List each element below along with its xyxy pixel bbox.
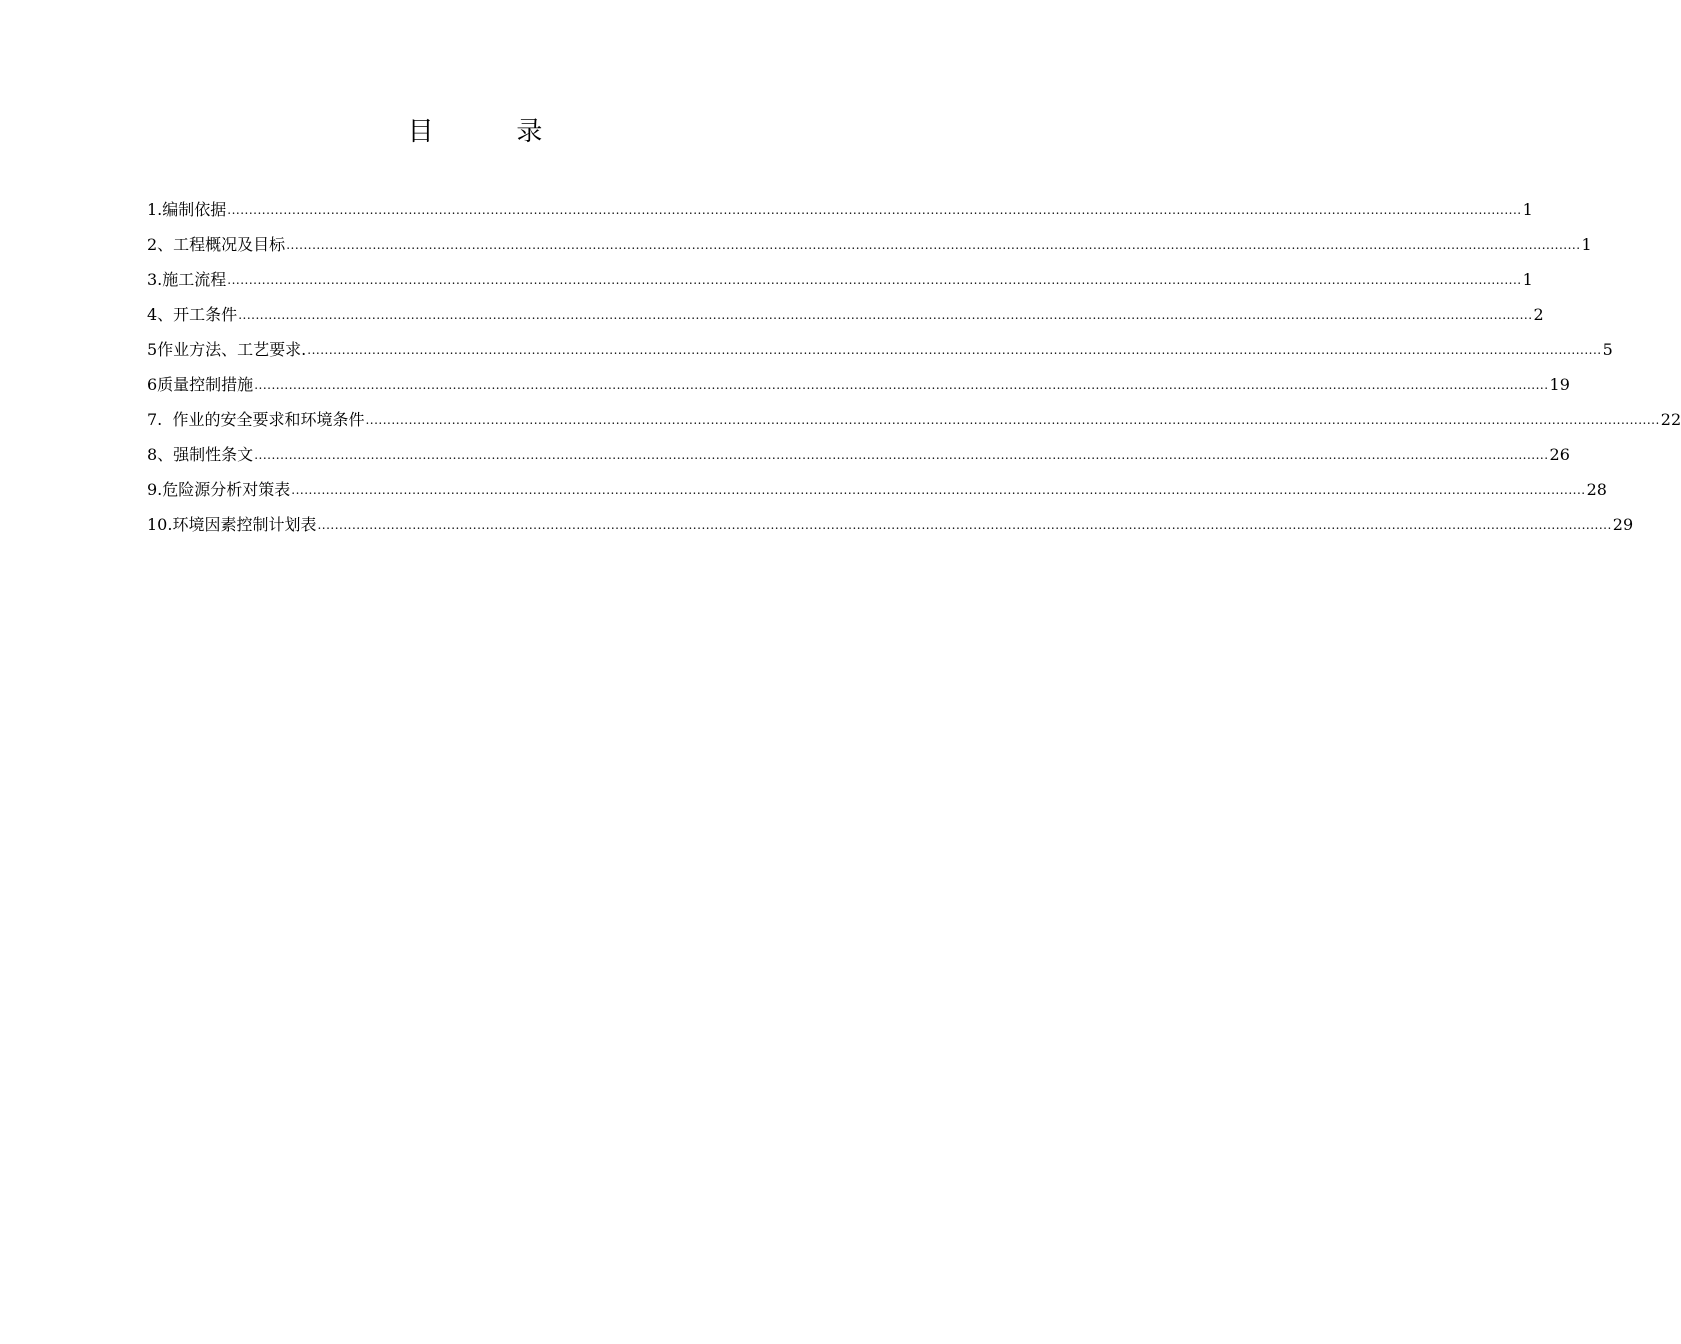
toc-entry[interactable] <box>147 192 1533 227</box>
toc-entry[interactable] <box>147 297 1544 332</box>
toc-dot-leader: ............................................................................................................................................................................................................................................................................................................ <box>227 273 1522 287</box>
toc-dot-leader: ............................................................................................................................................................................................................................................................................................................ <box>291 483 1586 497</box>
toc-entry-label: 5作业方法、工艺要求. <box>147 340 307 359</box>
toc-entry-label: 1.编制依据 <box>147 200 227 219</box>
toc-entry-page: 1 <box>1581 235 1592 254</box>
toc-entry[interactable] <box>147 262 1533 297</box>
toc-dot-leader: ............................................................................................................................................................................................................................................................................................................ <box>317 518 1612 532</box>
toc-dot-leader: ............................................................................................................................................................................................................................................................................................................ <box>286 238 1581 252</box>
toc-entry-label: 2、工程概况及目标 <box>147 235 286 254</box>
toc-entry-page: 26 <box>1549 445 1570 464</box>
toc-title: 目 录 <box>407 117 543 147</box>
toc-entry[interactable] <box>147 367 1570 402</box>
toc-dot-leader: ............................................................................................................................................................................................................................................................................................................ <box>254 378 1549 392</box>
toc-dot-leader: ............................................................................................................................................................................................................................................................................................................ <box>307 343 1602 357</box>
toc-entry[interactable] <box>147 332 1613 367</box>
toc-entry[interactable] <box>147 402 1681 437</box>
toc-dot-leader: ............................................................................................................................................................................................................................................................................................................ <box>238 308 1533 322</box>
toc-entry-page: 2 <box>1533 305 1544 324</box>
toc-entry-label: 9.危险源分析对策表 <box>147 480 291 499</box>
toc-entry[interactable] <box>147 227 1592 262</box>
toc-entry-page: 29 <box>1612 515 1634 534</box>
toc-entry-label: 7. 作业的安全要求和环境条件 <box>147 410 365 429</box>
toc-entry[interactable] <box>147 507 1634 542</box>
toc-dot-leader: ............................................................................................................................................................................................................................................................................................................ <box>254 448 1549 462</box>
toc-list <box>147 192 1681 542</box>
toc-entry-page: 1 <box>1522 270 1533 289</box>
toc-entry[interactable] <box>147 437 1570 472</box>
toc-entry-page: 1 <box>1522 200 1533 219</box>
toc-entry-page: 5 <box>1602 340 1613 359</box>
toc-entry-page: 19 <box>1549 375 1570 394</box>
toc-dot-leader: ............................................................................................................................................................................................................................................................................................................ <box>365 413 1660 427</box>
toc-entry[interactable] <box>147 472 1607 507</box>
toc-entry-label: 3.施工流程 <box>147 270 227 289</box>
toc-entry-label: 10.环境因素控制计划表 <box>147 515 317 534</box>
toc-entry-label: 8、强制性条文 <box>147 445 254 464</box>
toc-entry-page: 28 <box>1586 480 1607 499</box>
toc-entry-label: 4、开工条件 <box>147 305 238 324</box>
toc-entry-label: 6质量控制措施 <box>147 375 254 394</box>
toc-dot-leader: ............................................................................................................................................................................................................................................................................................................ <box>227 203 1522 217</box>
toc-entry-page: 22 <box>1660 410 1681 429</box>
